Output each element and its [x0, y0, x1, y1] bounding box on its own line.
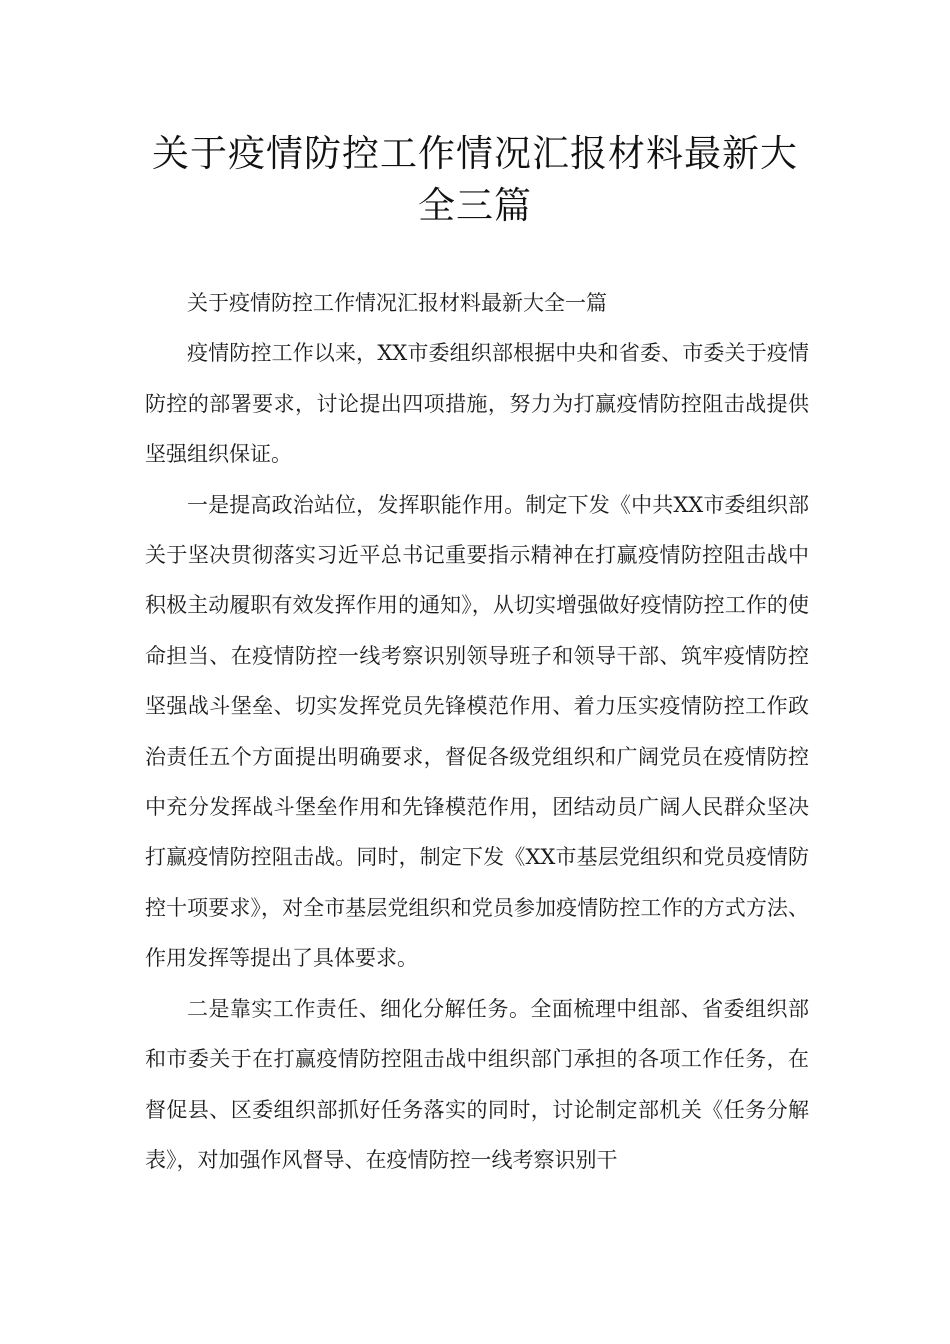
body-paragraph: 二是靠实工作责任、细化分解任务。全面梳理中组部、省委组织部和市委关于在打赢疫情防控阻击战中组织部门承担的各项工作任务，在督促县、区委组织部抓好任务落实的同时，讨论制定部机关《任务分解表》，对加强作风督导、在疫情防控一线考察识别干 [145, 996, 809, 1172]
document-body [145, 278, 809, 1185]
body-paragraph: 一是提高政治站位，发挥职能作用。制定下发《中共XX市委组织部关于坚决贯彻落实习近平总书记重要指示精神在打赢疫情防控阻击战中积极主动履职有效发挥作用的通知》，从切实增强做好疫情防控工作的使命担当、在疫情防控一线考察识别领导班子和领导干部、筑牢疫情防控坚强战斗堡垒、切实发挥党员先锋模范作用、着力压实疫情防控工作政治责任五个方面提出明确要求，督促各级党组织和广阔党员在疫情防控中充分发挥战斗堡垒作用和先锋模范作用，团结动员广阔人民群众坚决打赢疫情防控阻击战。同时，制定下发《XX市基层党组织和党员疫情防控十项要求》，对全市基层党组织和党员参加疫情防控工作的方式方法、作用发挥等提出了具体要求。 [145, 492, 809, 971]
section-heading: 关于疫情防控工作情况汇报材料最新大全一篇 [187, 291, 607, 315]
body-paragraph: 疫情防控工作以来，XX市委组织部根据中央和省委、市委关于疫情防控的部署要求，讨论提出四项措施，努力为打赢疫情防控阻击战提供坚强组织保证。 [145, 341, 809, 467]
document-title: 关于疫情防控工作情况汇报材料最新大全三篇 [152, 132, 798, 227]
